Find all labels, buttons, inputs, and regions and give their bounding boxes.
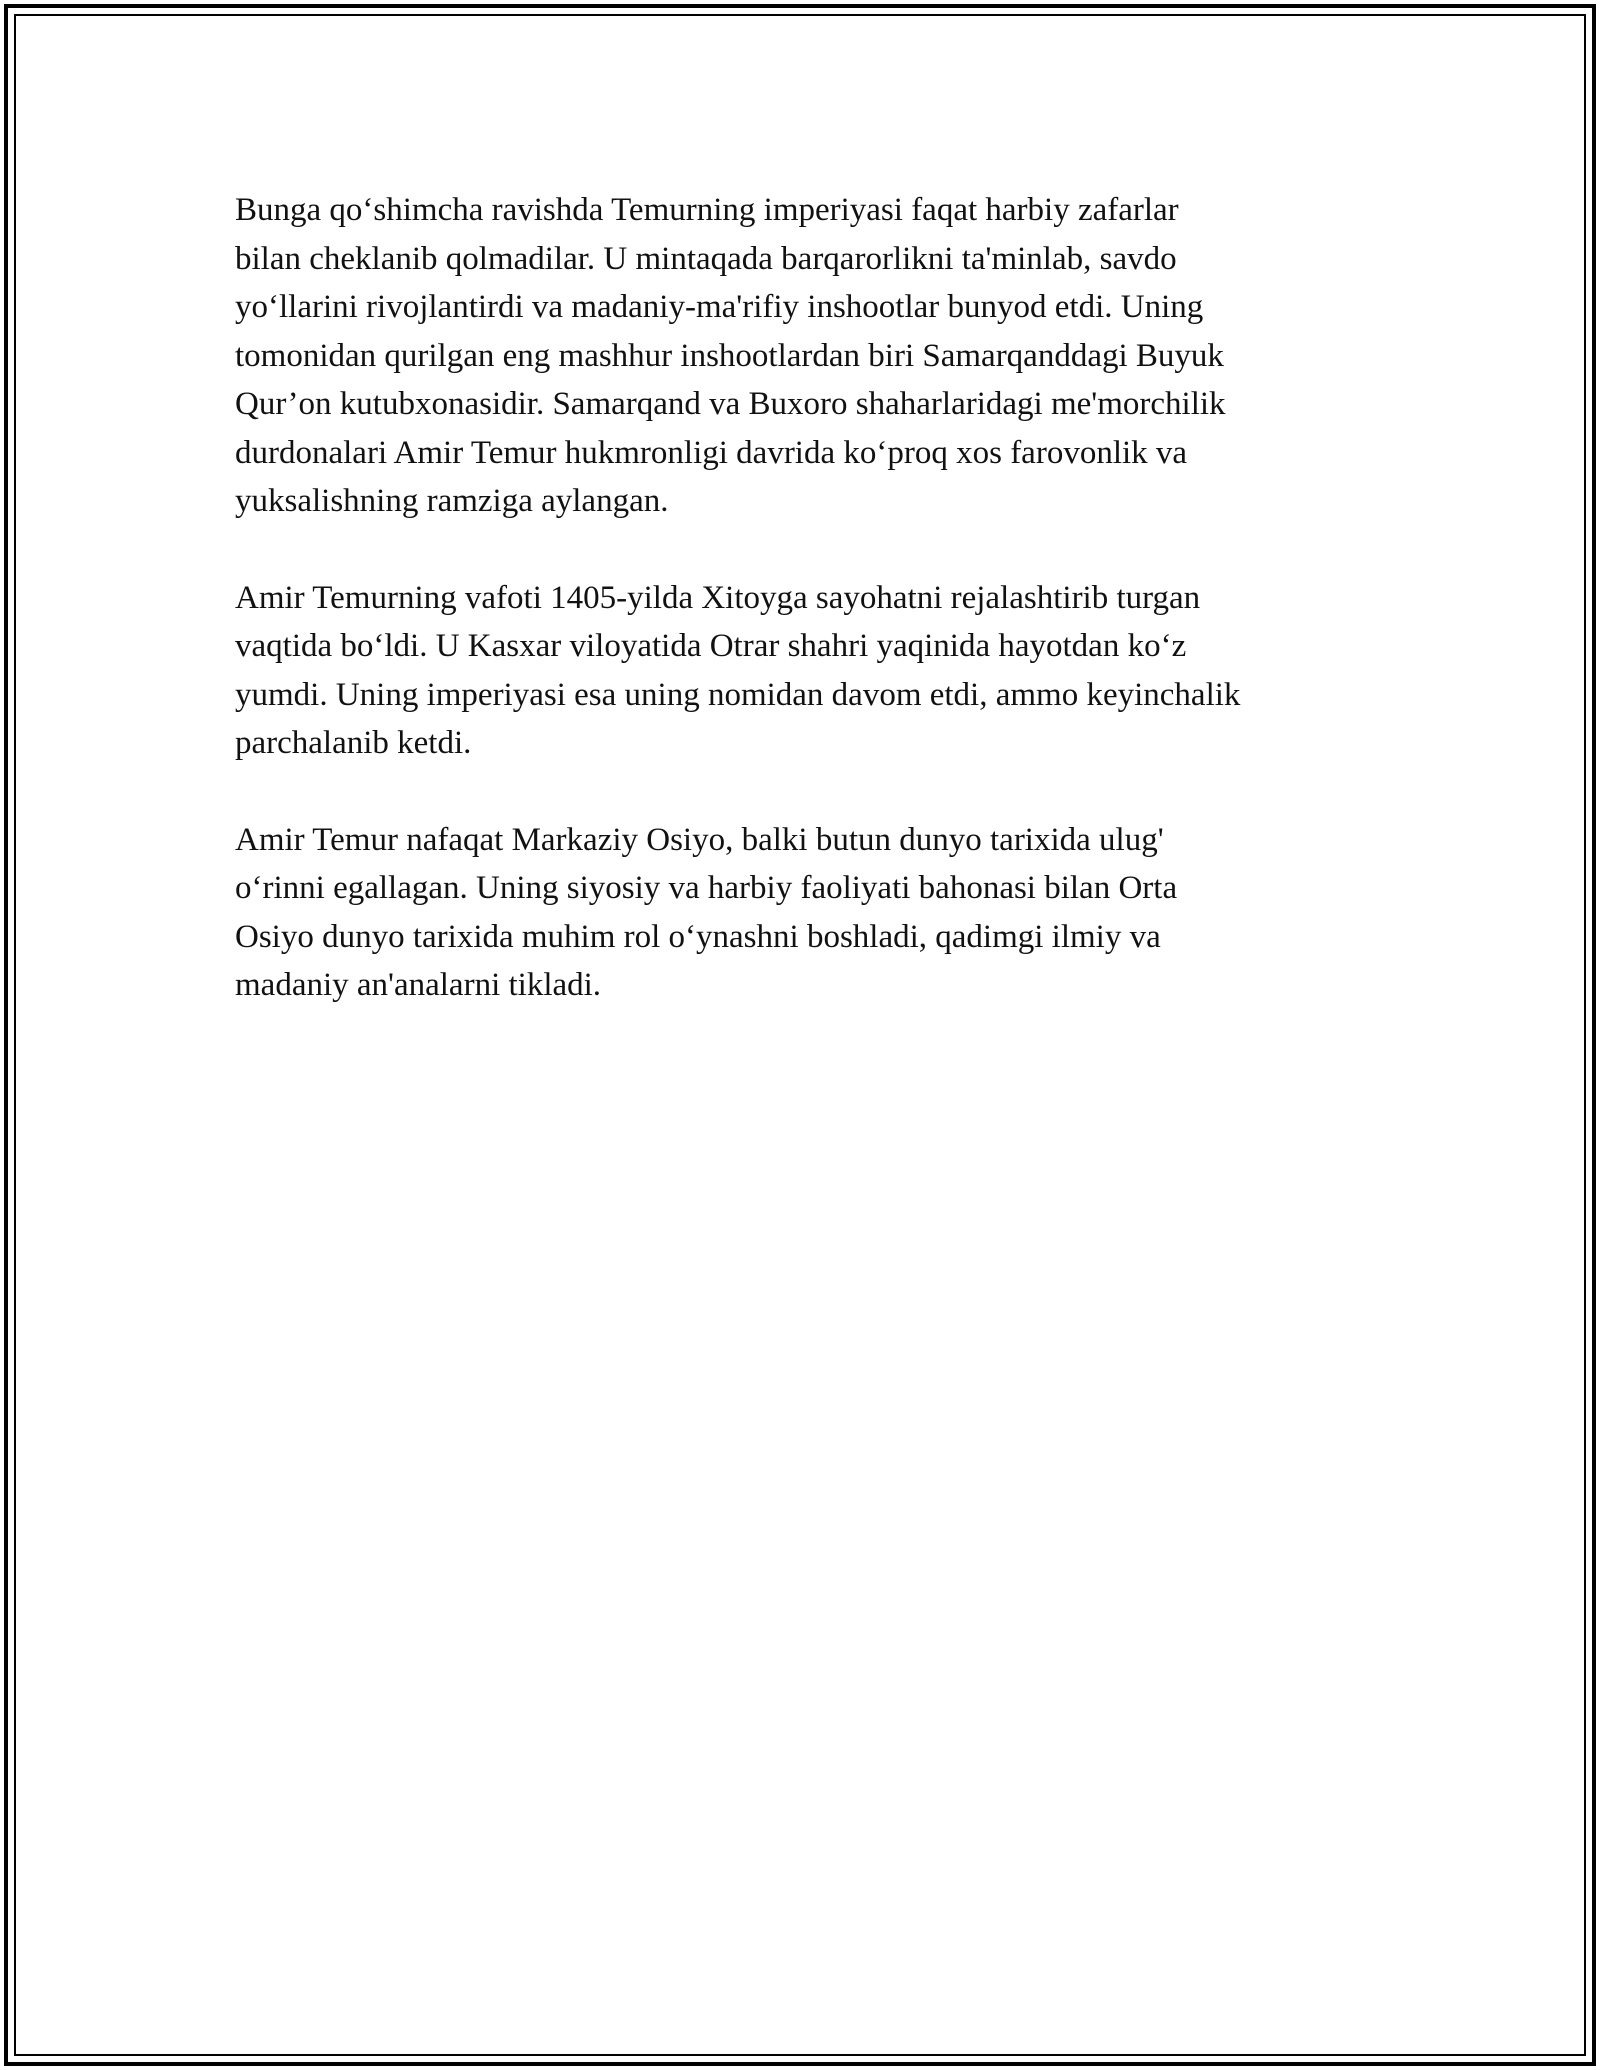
paragraph-line: vaqtida bo‘ldi. U Kasxar viloyatida Otrar shahri yaqinida hayotdan ko‘z <box>235 628 1187 664</box>
paragraph-line: parchalanib ketdi. <box>235 725 472 761</box>
paragraph-3 <box>235 816 1365 1010</box>
paragraph-2 <box>235 574 1365 768</box>
paragraph-line: Qur’on kutubxonasidir. Samarqand va Buxoro shaharlaridagi me'morchilik <box>235 386 1226 422</box>
paragraph-line: yo‘llarini rivojlantirdi va madaniy-ma'rifiy inshootlar bunyod etdi. Uning <box>235 289 1204 325</box>
paragraph-1 <box>235 186 1365 526</box>
paragraph-line: madaniy an'analarni tikladi. <box>235 967 602 1003</box>
paragraph-line: Amir Temurning vafoti 1405-yilda Xitoyga sayohatni rejalashtirib turgan <box>235 579 1201 616</box>
paragraph-line: yumdi. Uning imperiyasi esa uning nomidan davom etdi, ammo keyinchalik <box>235 676 1241 713</box>
paragraph-line: Amir Temur nafaqat Markaziy Osiyo, balki butun dunyo tarixida ulug' <box>235 821 1164 858</box>
paragraph-line: Osiyo dunyo tarixida muhim rol o‘ynashni boshladi, qadimgi ilmiy va <box>235 918 1161 955</box>
paragraph-line: bilan cheklanib qolmadilar. U mintaqada barqarorlikni ta'minlab, savdo <box>235 240 1177 277</box>
paragraph-line: tomonidan qurilgan eng mashhur inshootlardan biri Samarqanddagi Buyuk <box>235 337 1224 374</box>
paragraph-line: durdonalari Amir Temur hukmronligi davrida ko‘proq xos farovonlik va <box>235 434 1188 471</box>
paragraph-line: o‘rinni egallagan. Uning siyosiy va harbiy faoliyati bahonasi bilan Orta <box>235 870 1178 906</box>
paragraph-line: Bunga qo‘shimcha ravishda Temurning imperiyasi faqat harbiy zafarlar <box>235 192 1179 228</box>
document-body <box>235 186 1365 1058</box>
paragraph-line: yuksalishning ramziga aylangan. <box>235 483 669 519</box>
